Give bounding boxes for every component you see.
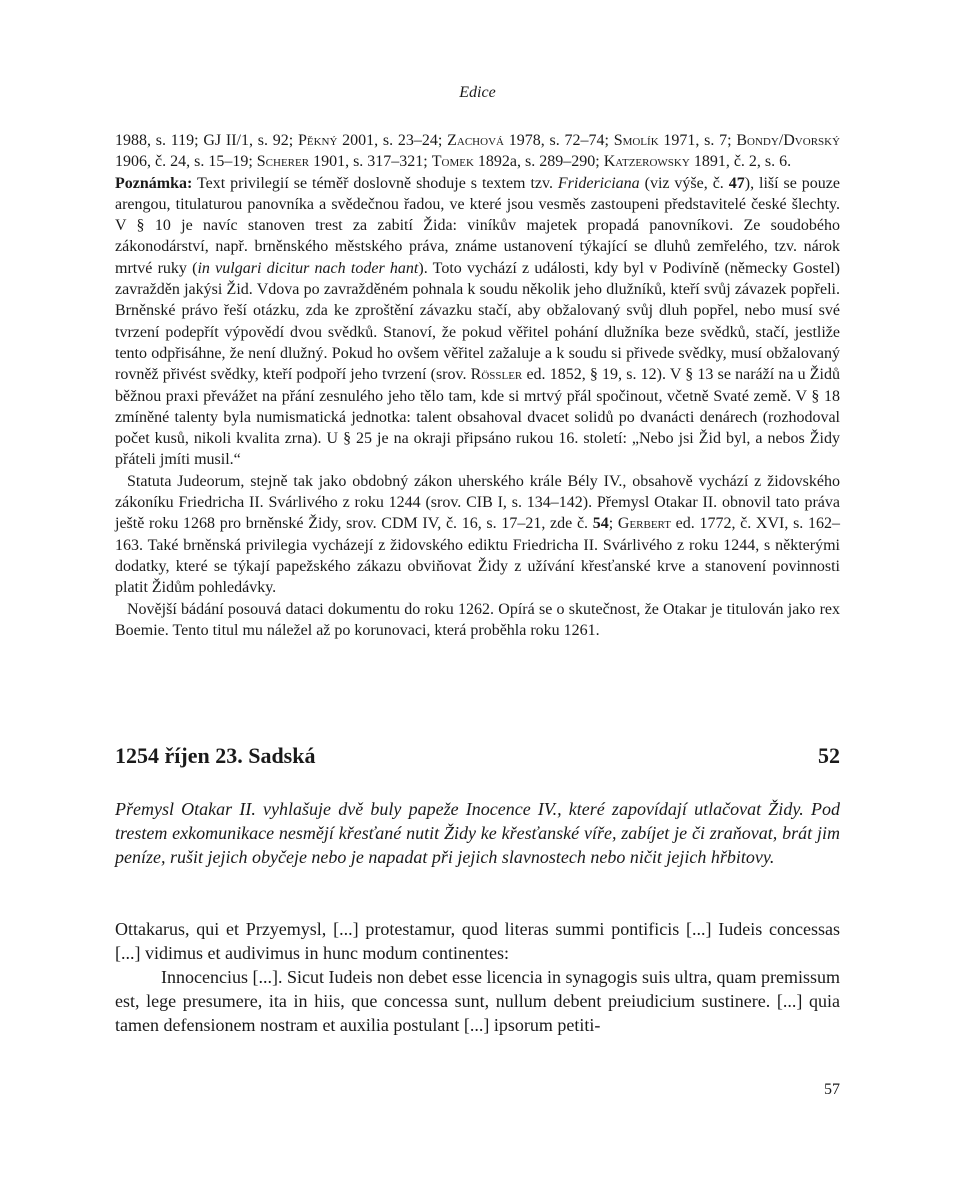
text-run: Smolík xyxy=(613,132,659,149)
text-run: Katzerowsky xyxy=(603,153,690,171)
text-run: Tomek xyxy=(431,153,474,171)
dating-paragraph: Novější bádání posouvá dataci dokumentu do roku 1262. Opírá se o skutečnost, že Otakar je titulován jako rex Boemie. Tento titul mu náležel až po korunovaci, která proběhla roku 1261. xyxy=(115,600,840,639)
page-number: 57 xyxy=(824,1081,840,1098)
running-header: Edice xyxy=(459,84,496,101)
text-run: Zachová xyxy=(447,132,504,149)
text-run: ed. 1772, č. XVI, s. 162–163. Také brněnská privilegia vycházejí z židovského ediktu Friedricha II. Svárlivého z roku 1244, s některými dodatky, které se týkají papežského zákazu obviňovat Židy z užívání křesťanské krve a stanovení povinnosti platit Židům pohledávky. xyxy=(115,515,840,597)
text-run: Rössler xyxy=(470,366,523,384)
notes-section xyxy=(115,130,840,641)
date-place: 1254 říjen 23. Sadská xyxy=(115,743,316,768)
text-run: 54 xyxy=(592,515,609,533)
page xyxy=(115,0,840,1181)
text-run: Pěkný xyxy=(297,132,338,149)
remark-paragraph xyxy=(115,173,840,471)
text-run: 1892a, s. 289–290; xyxy=(473,153,604,171)
text-run: 1891, č. 2, s. 6. xyxy=(689,153,792,171)
text-run: Scherer xyxy=(256,153,310,171)
edition-paragraph: Ottakarus, qui et Przyemysl, [...] protestamur, quod literas summi pontificis [...] Iudeis concessas [...] vidimus et audivimus in hunc modum continentes: xyxy=(115,919,840,963)
text-run: 1906, č. 24, s. 15–19; xyxy=(115,153,257,171)
text-run: Bondy/Dvorský xyxy=(736,132,841,149)
text-run: 47 xyxy=(728,174,745,192)
text-run: Fridericiana xyxy=(557,174,640,192)
text-run: ; xyxy=(608,515,618,533)
text-run: in vulgari dicitur nach toder hant xyxy=(197,259,419,277)
bibliography-paragraph xyxy=(115,130,840,173)
text-run: Poznámka: xyxy=(115,174,193,192)
text-run: Text privilegií se téměř doslovně shoduje s textem tzv. xyxy=(192,174,558,192)
text-run: Statuta Judeorum, stejně tak jako obdobný zákon uherského krále Bély IV., obsahově vychází z židovského zákoníku Friedricha II. Svárlivého z roku 1244 (srov. CIB I, s. 134–142). Přemysl Otakar II. obnovil tato práva ještě roku 1268 pro brněnské Židy, srov. CDM IV, č. 16, s. 17–21, zde č. xyxy=(115,472,840,533)
regest: Přemysl Otakar II. vyhlašuje dvě buly papeže Inocence IV., které zapovídají utlačovat Židy. Pod trestem exkomunikace nesmějí křesťané nutit Židy ke křesťanské víře, zabíjet je či zraňovat, brát jim peníze, rušit jejich obyčeje nebo je napadat při jejich slavnostech nebo ničit jejich hřbitovy. xyxy=(115,799,840,867)
document-heading xyxy=(115,743,840,769)
document-number: 52 xyxy=(818,743,840,768)
text-run: 2001, s. 23–24; xyxy=(337,132,448,149)
text-run: 1971, s. 7; xyxy=(658,132,737,149)
text-run: ed. 1852, § 19, s. 12). V § 13 se naráží na u Židů běžnou praxi převážet na přání zesnulého jeho tělo tam, kde si mrtvý přál spočinout, včetně Svaté země. V § 18 zmíněné talenty byla numismatická jednotka: talent obsahoval dvacet solidů po dvanácti denárech (rozhodoval počet kusů, nikoli kvalita zrna). U § 25 je na okraji připsáno rukou 16. století: „Nebo jsi Žid byl, a nebos Židy přáteli jmíti musil.“ xyxy=(115,366,841,469)
statuta-paragraph xyxy=(115,471,840,599)
text-run: ). Toto vychází z události, kdy byl v Podivíně (německy Gostel) zavražděn jakýsi Žid. Vdova po zavražděném pohnala k soudu několik jeho dlužníků, kteří svůj závazek popřeli. Brněnské právo řeší otázku, zda ke zproštění závazku stačí, aby obžalovaný svůj dluh popřel, nebo musí své tvrzení podepřít výpovědí dvou svědků. Stanoví, že pokud věřitel pohání dlužníka beze svědků, stačí, jestliže tento odpřisáhne, že není dlužný. Pokud ho ovšem věřitel zažaluje a k soudu si přivede svědky, musí obžalovaný rovněž přivést svědky, kteří podpoří jeho tvrzení (srov. xyxy=(115,259,841,384)
text-run: 1978, s. 72–74; xyxy=(503,132,614,149)
text-run: 1988, s. 119; GJ II/1, s. 92; xyxy=(115,132,298,149)
edition-paragraph: Innocencius [...]. Sicut Iudeis non debet esse licencia in synagogis suis ultra, quam premissum est, lege presumere, ita in hiis, que concessa sunt, nullum debent preiudicium sustinere. [...] quia tamen defensionem nostram et auxilia postulant [...] ipsorum petiti- xyxy=(115,967,840,1035)
text-run: ), liší se pouze arengou, titulaturou panovníka a svědečnou řadou, ve které jsou vesměs zastoupeni představitelé české šlechty. V § 10 je navíc stanoven trest za zabití Žida: viníkův majetek propadá panovníkovi. Ze soudobého zákonodárství, např. brněnského městského práva, známe ustanovení týkající se dluhů zemřelého, tzv. nárok mrtvé ruky ( xyxy=(115,174,841,277)
text-run: Gerbert xyxy=(617,515,671,533)
text-run: 1901, s. 317–321; xyxy=(309,153,432,171)
text-run: (viz výše, č. xyxy=(639,174,729,192)
edition-text xyxy=(115,917,840,1037)
